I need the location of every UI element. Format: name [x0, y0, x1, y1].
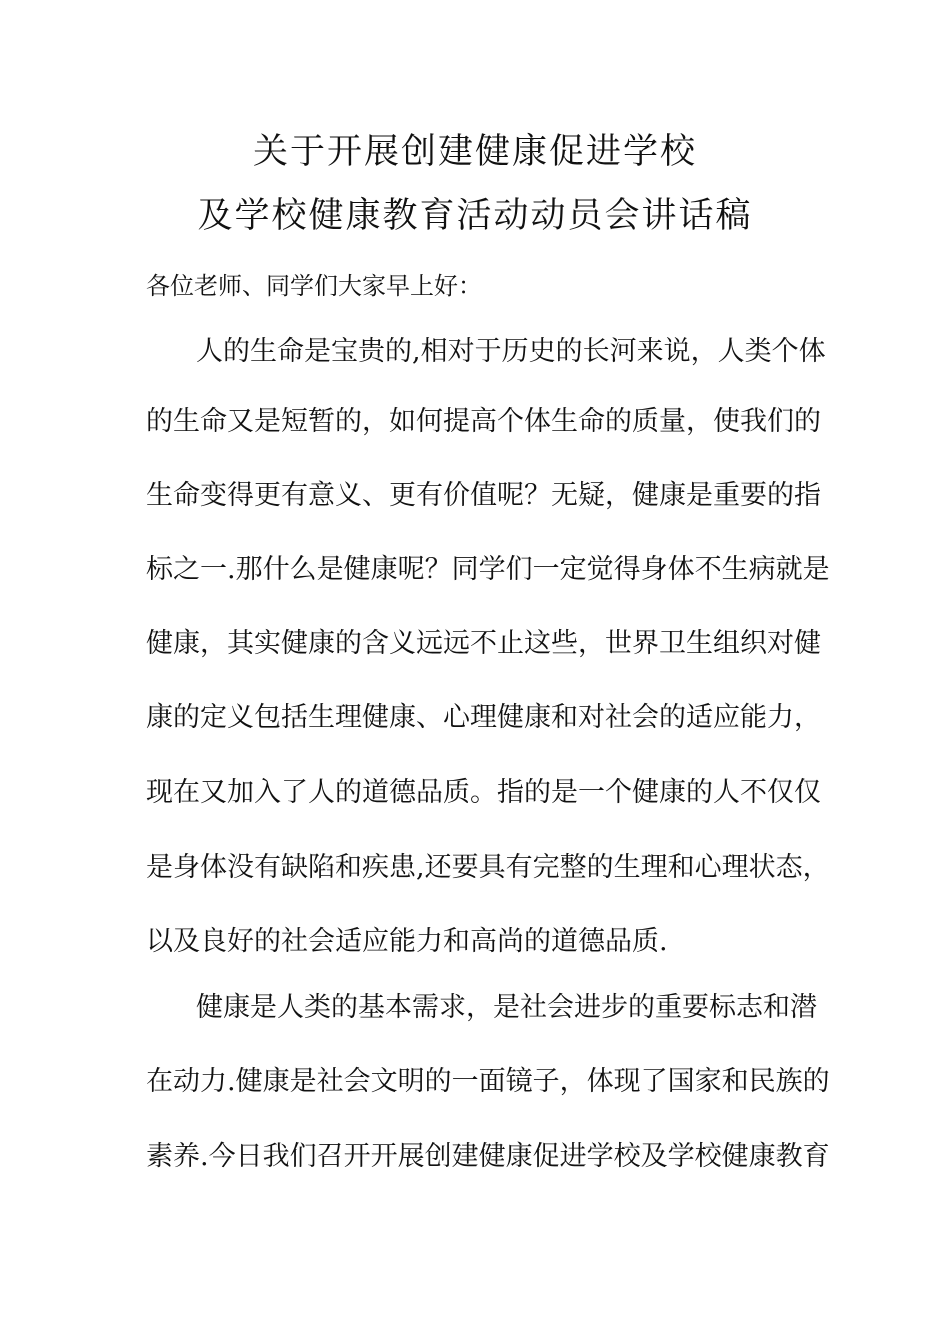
paragraph-1-line: 健康，其实健康的含义远远不止这些，世界卫生组织对健 — [146, 628, 821, 659]
paragraph-2-line: 素养.今日我们召开开展创建健康促进学校及学校健康教育 — [146, 1141, 830, 1172]
document-title-line-2: 及学校健康教育活动动员会讲话稿 — [197, 196, 753, 236]
paragraph-1-line: 康的定义包括生理健康、心理健康和对社会的适应能力， — [146, 702, 821, 733]
paragraph-1-line: 以及良好的社会适应能力和高尚的道德品质. — [146, 926, 668, 957]
paragraph-1-line: 现在又加入了人的道德品质。指的是一个健康的人不仅仅 — [146, 777, 821, 808]
greeting: 各位老师、同学们大家早上好： — [146, 272, 482, 300]
paragraph-1-line: 人的生命是宝贵的,相对于历史的长河来说，人类个体 — [196, 336, 826, 367]
paragraph-1-line: 标之一.那什么是健康呢？同学们一定觉得身体不生病就是 — [146, 554, 830, 585]
paragraph-2-line: 健康是人类的基本需求，是社会进步的重要标志和潜 — [196, 992, 817, 1023]
paragraph-1-line: 是身体没有缺陷和疾患,还要具有完整的生理和心理状态， — [146, 852, 830, 883]
paragraph-1-line: 生命变得更有意义、更有价值呢？无疑，健康是重要的指 — [146, 480, 821, 511]
paragraph-2-line: 在动力.健康是社会文明的一面镜子，体现了国家和民族的 — [146, 1066, 830, 1097]
paragraph-1-line: 的生命又是短暂的，如何提高个体生命的质量，使我们的 — [146, 406, 821, 437]
document-title-line-1: 关于开展创建健康促进学校 — [252, 132, 697, 172]
